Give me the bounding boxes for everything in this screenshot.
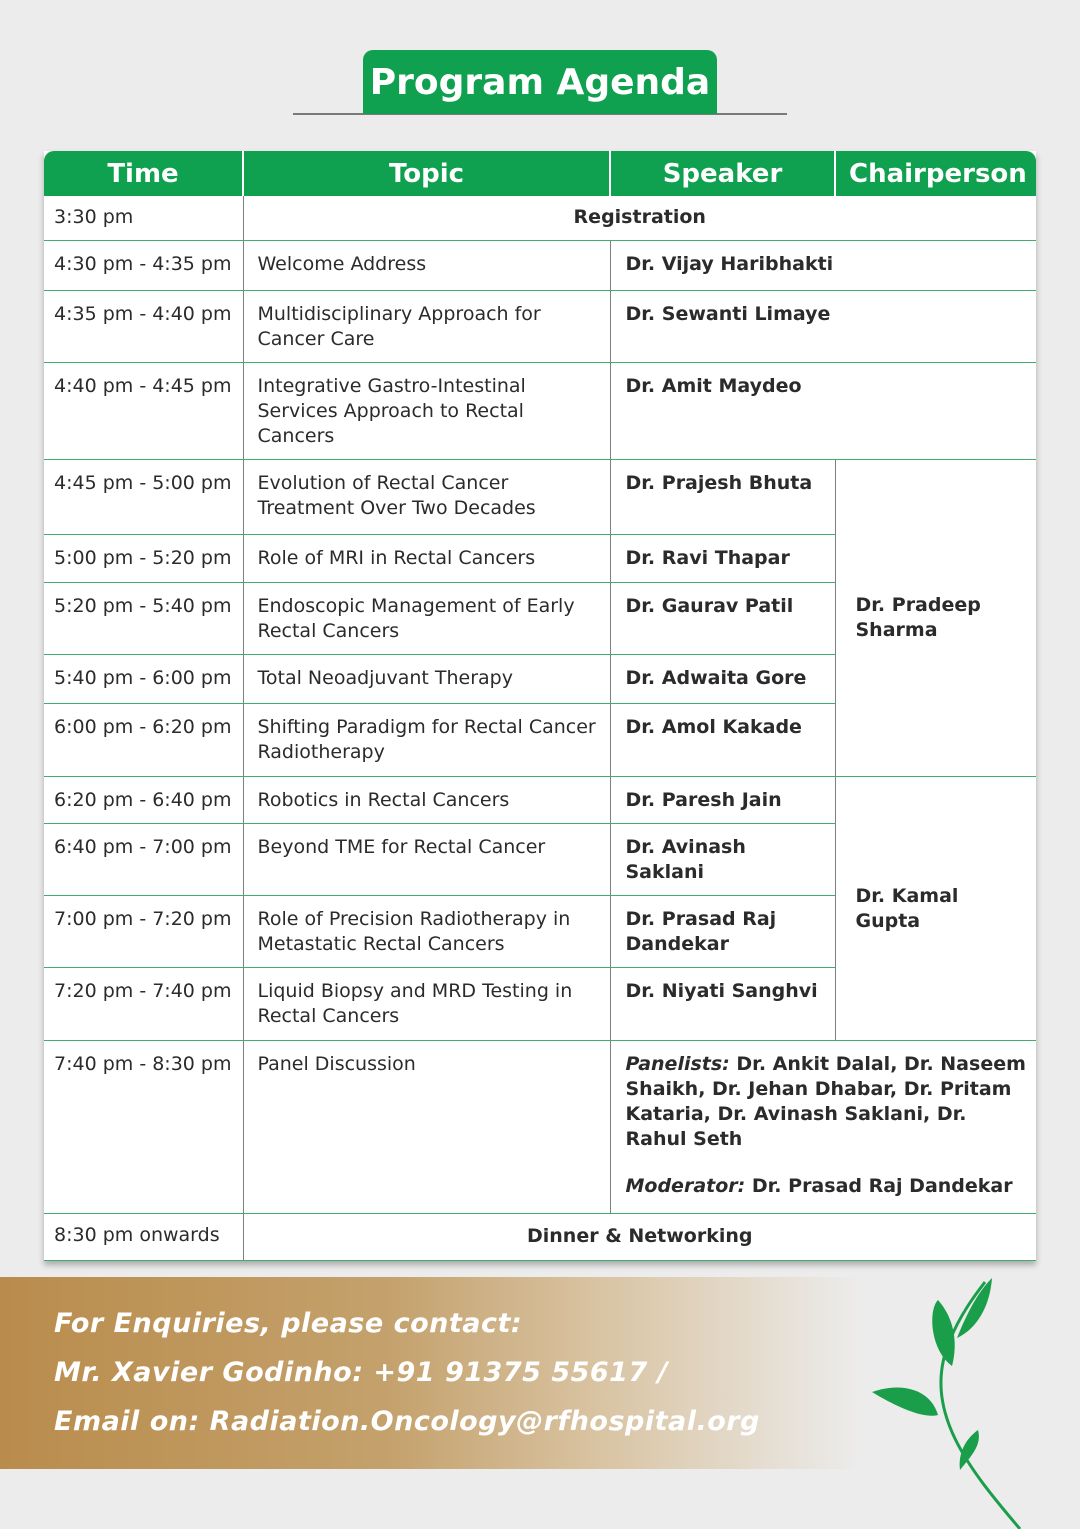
header-row: [44, 151, 1036, 196]
topic-cell: Role of MRI in Rectal Cancers: [243, 534, 610, 582]
chairperson-cell: Dr. Pradeep Sharma: [835, 459, 1036, 776]
time-cell: 7:20 pm - 7:40 pm: [44, 967, 243, 1040]
speaker-cell: Dr. Prasad Raj Dandekar: [610, 895, 835, 967]
table-row: [44, 240, 1036, 290]
panel-spacer: [626, 1152, 1027, 1174]
time-cell: 5:00 pm - 5:20 pm: [44, 534, 243, 582]
speaker-cell: Dr. Prajesh Bhuta: [610, 459, 835, 534]
topic-cell: Registration: [243, 196, 1036, 240]
topic-cell: Endoscopic Management of Early Rectal Cancers: [243, 582, 610, 654]
moderator-label: Moderator:: [625, 1174, 746, 1197]
time-cell: 6:40 pm - 7:00 pm: [44, 823, 243, 895]
time-cell: 6:00 pm - 6:20 pm: [44, 703, 243, 776]
table-row: [44, 776, 1036, 823]
footer-heading: For Enquiries, please contact:: [54, 1308, 523, 1339]
topic-cell: Multidisciplinary Approach for Cancer Care: [243, 290, 610, 362]
topic-cell: Evolution of Rectal Cancer Treatment Over Two Decades: [243, 459, 610, 534]
speaker-cell: Dr. Adwaita Gore: [610, 654, 835, 703]
speaker-cell: Dr. Amit Maydeo: [610, 362, 1036, 459]
panelists-names: Dr. Ankit Dalal, Dr. Naseem Shaikh, Dr. Jehan Dhabar, Dr. Pritam Kataria, Dr. Avinash Saklani, Dr. Rahul Seth: [625, 1052, 1026, 1150]
time-cell: 7:00 pm - 7:20 pm: [44, 895, 243, 967]
time-cell: 8:30 pm onwards: [44, 1213, 243, 1260]
table-row: [44, 1040, 1036, 1213]
speaker-cell: Dr. Amol Kakade: [610, 703, 835, 776]
speaker-cell: Dr. Ravi Thapar: [610, 534, 835, 582]
agenda-table: [44, 151, 1036, 1261]
topic-cell: Beyond TME for Rectal Cancer: [243, 823, 610, 895]
table-row: [44, 196, 1036, 240]
topic-cell: Liquid Biopsy and MRD Testing in Rectal Cancers: [243, 967, 610, 1040]
header-chairperson: Chairperson: [835, 151, 1036, 196]
time-cell: 6:20 pm - 6:40 pm: [44, 776, 243, 823]
table-row: [44, 362, 1036, 459]
topic-cell: Panel Discussion: [243, 1040, 610, 1213]
time-cell: 5:20 pm - 5:40 pm: [44, 582, 243, 654]
panel-cell: [610, 1040, 1036, 1213]
leaf-sprout-icon: [860, 1270, 1080, 1529]
topic-cell: Robotics in Rectal Cancers: [243, 776, 610, 823]
topic-cell: Dinner & Networking: [243, 1213, 1036, 1260]
header-time: Time: [44, 151, 243, 196]
table-row: [44, 290, 1036, 362]
speaker-cell: Dr. Sewanti Limaye: [610, 290, 1036, 362]
table-row: [44, 459, 1036, 534]
topic-cell: Shifting Paradigm for Rectal Cancer Radiotherapy: [243, 703, 610, 776]
time-cell: 3:30 pm: [44, 196, 243, 240]
moderator-name: Dr. Prasad Raj Dandekar: [751, 1174, 1013, 1197]
title-area: [0, 0, 1080, 120]
speaker-cell: Dr. Paresh Jain: [610, 776, 835, 823]
speaker-cell: Dr. Vijay Haribhakti: [610, 240, 1036, 290]
panelists-label: Panelists:: [625, 1052, 730, 1075]
header-topic: Topic: [243, 151, 610, 196]
time-cell: 5:40 pm - 6:00 pm: [44, 654, 243, 703]
topic-cell: Integrative Gastro-Intestinal Services Approach to Rectal Cancers: [243, 362, 610, 459]
page-title: Program Agenda: [363, 50, 717, 114]
topic-cell: Total Neoadjuvant Therapy: [243, 654, 610, 703]
chairperson-cell: Dr. Kamal Gupta: [835, 776, 1036, 1040]
time-cell: 4:40 pm - 4:45 pm: [44, 362, 243, 459]
speaker-cell: Dr. Avinash Saklani: [610, 823, 835, 895]
time-cell: 4:45 pm - 5:00 pm: [44, 459, 243, 534]
footer-contact-phone: Mr. Xavier Godinho: +91 91375 55617 /: [54, 1357, 669, 1388]
topic-cell: Welcome Address: [243, 240, 610, 290]
footer-contact-email: Email on: Radiation.Oncology@rfhospital.org: [54, 1406, 760, 1437]
speaker-cell: Dr. Gaurav Patil: [610, 582, 835, 654]
time-cell: 4:30 pm - 4:35 pm: [44, 240, 243, 290]
speaker-cell: Dr. Niyati Sanghvi: [610, 967, 835, 1040]
header-speaker: Speaker: [610, 151, 835, 196]
table-row: [44, 1213, 1036, 1260]
topic-cell: Role of Precision Radiotherapy in Metastatic Rectal Cancers: [243, 895, 610, 967]
enquiry-footer: [0, 1277, 860, 1469]
time-cell: 4:35 pm - 4:40 pm: [44, 290, 243, 362]
time-cell: 7:40 pm - 8:30 pm: [44, 1040, 243, 1213]
